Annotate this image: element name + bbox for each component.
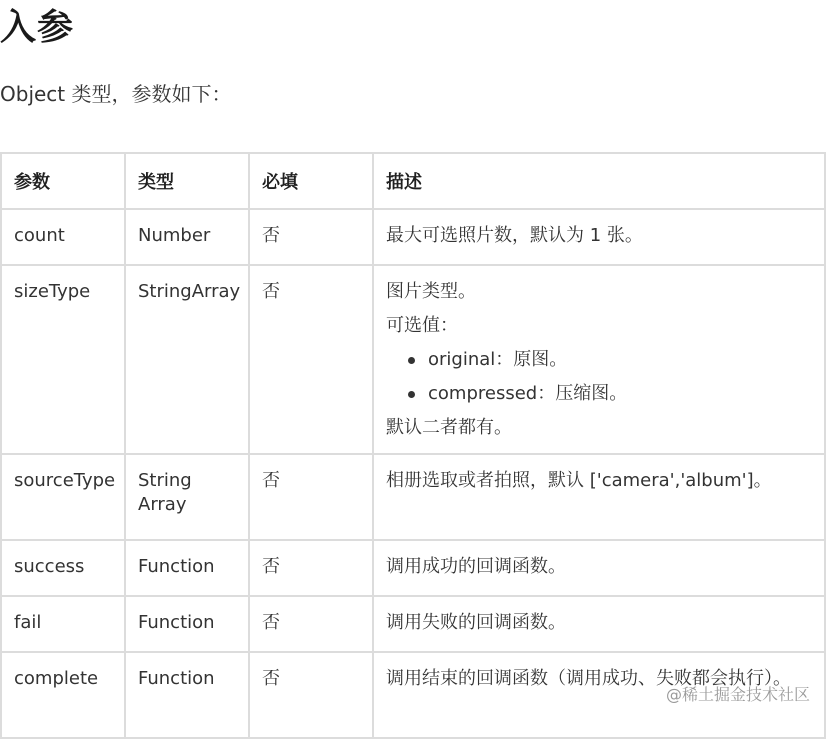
- description-options-label: 可选值：: [386, 315, 458, 336]
- cell-param-required: 否: [249, 652, 373, 738]
- cell-param-name: complete: [1, 652, 125, 738]
- table-row: [1, 454, 825, 540]
- intro-text: Object 类型，参数如下：: [0, 82, 232, 106]
- cell-param-required: 否: [249, 540, 373, 596]
- cell-param-description: [373, 265, 825, 454]
- params-table: [0, 152, 826, 739]
- page-title: 入参: [0, 7, 75, 48]
- table-header-row: [1, 153, 825, 209]
- cell-param-type: Function: [125, 596, 249, 652]
- cell-param-description: 相册选取或者拍照，默认 ['camera','album']。: [373, 454, 825, 540]
- table-row: [1, 265, 825, 454]
- header-type: 类型: [125, 153, 249, 209]
- table-row: [1, 540, 825, 596]
- table-row: [1, 209, 825, 265]
- cell-param-description: 调用结束的回调函数（调用成功、失败都会执行）。: [373, 652, 825, 738]
- cell-param-required: 否: [249, 209, 373, 265]
- cell-param-type: Function: [125, 540, 249, 596]
- description-default: 默认二者都有。: [386, 417, 512, 438]
- cell-param-description: 调用成功的回调函数。: [373, 540, 825, 596]
- header-param: 参数: [1, 153, 125, 209]
- cell-param-type: String Array: [125, 454, 249, 540]
- cell-param-name: success: [1, 540, 125, 596]
- cell-param-name: sourceType: [1, 454, 125, 540]
- cell-param-type: Function: [125, 652, 249, 738]
- cell-param-required: 否: [249, 265, 373, 454]
- header-description: 描述: [373, 153, 825, 209]
- cell-param-type: Number: [125, 209, 249, 265]
- cell-param-description: 调用失败的回调函数。: [373, 596, 825, 652]
- cell-param-required: 否: [249, 596, 373, 652]
- cell-param-required: 否: [249, 454, 373, 540]
- options-list: [386, 348, 812, 406]
- table-row: [1, 596, 825, 652]
- list-item: original：原图。: [428, 348, 812, 372]
- cell-param-name: fail: [1, 596, 125, 652]
- list-item: compressed：压缩图。: [428, 382, 812, 406]
- cell-param-name: count: [1, 209, 125, 265]
- cell-param-name: sizeType: [1, 265, 125, 454]
- watermark: @稀土掘金技术社区: [665, 685, 810, 704]
- cell-param-type: StringArray: [125, 265, 249, 454]
- description-intro: 图片类型。: [386, 281, 476, 302]
- cell-param-description: 最大可选照片数，默认为 1 张。: [373, 209, 825, 265]
- header-required: 必填: [249, 153, 373, 209]
